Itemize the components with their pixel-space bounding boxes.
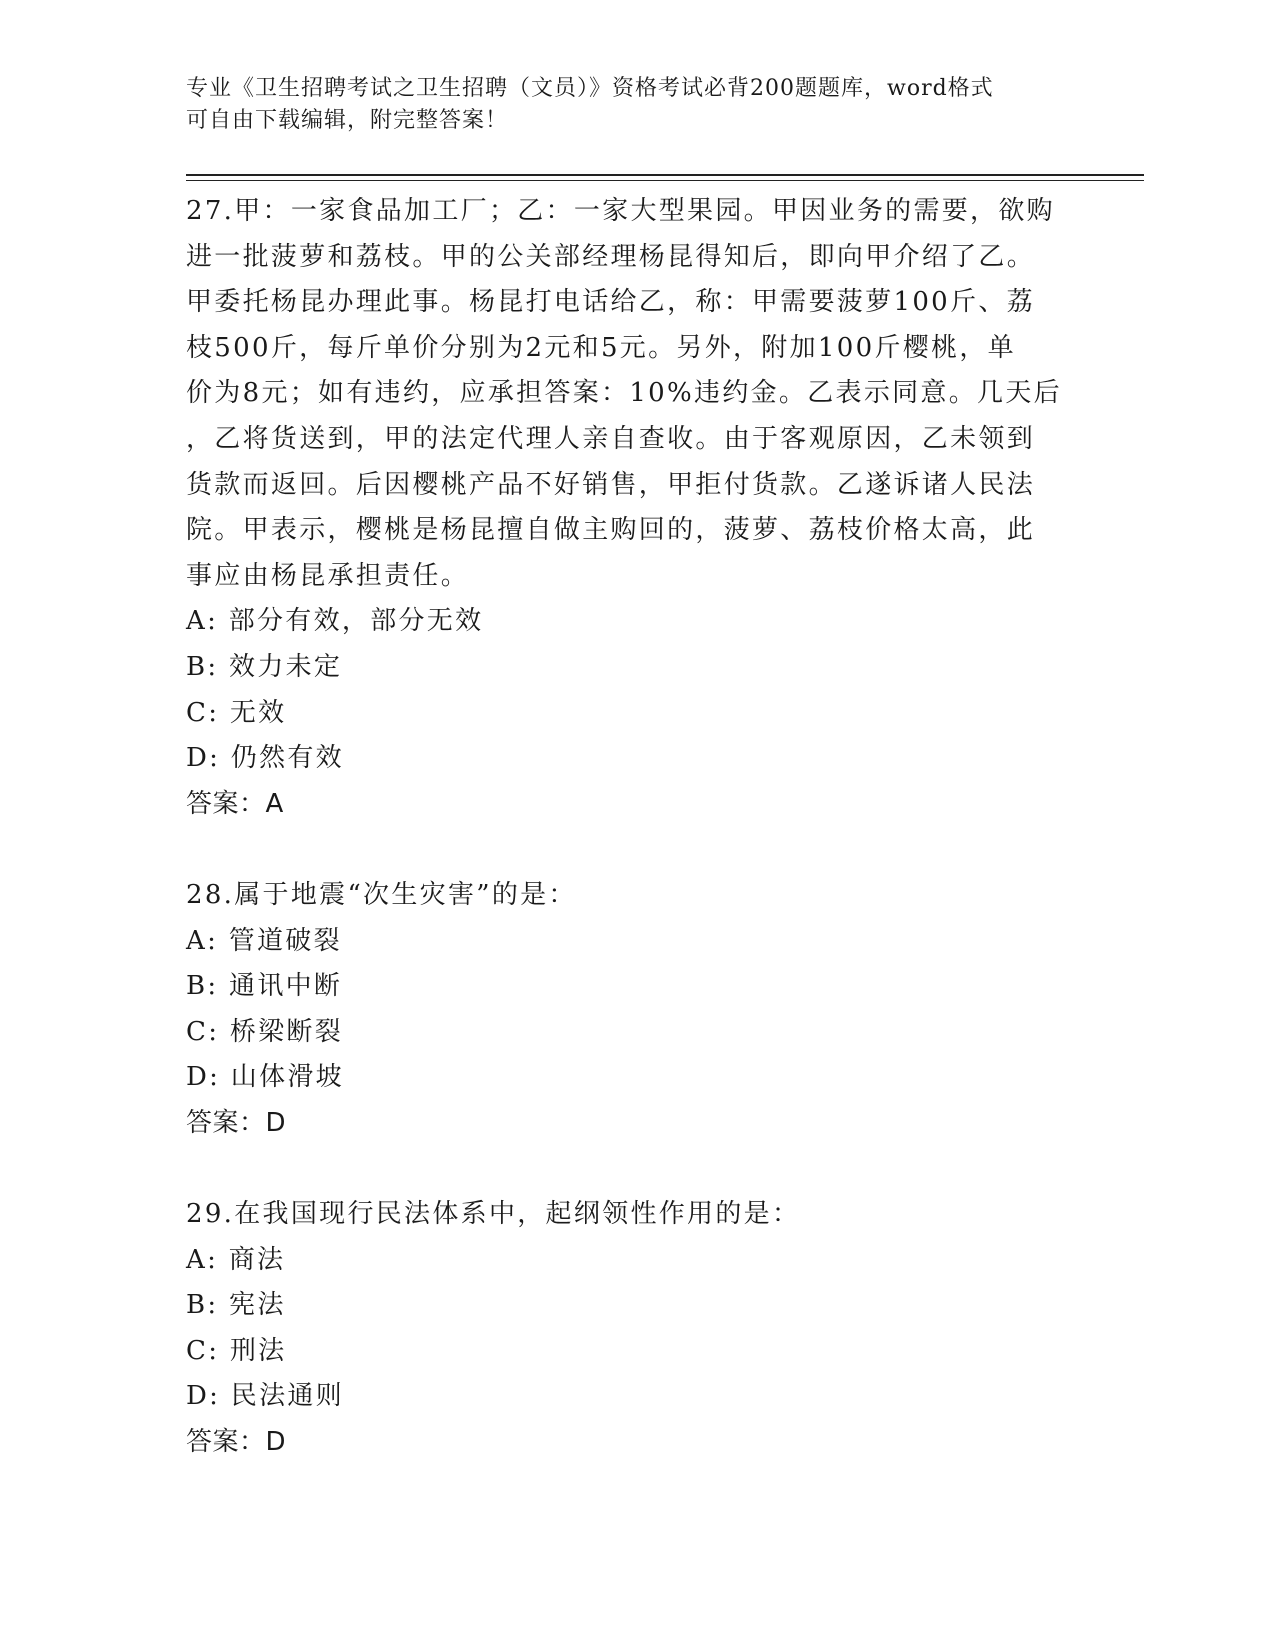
option-a: A: 部分有效，部分无效	[186, 606, 484, 637]
header-line-1: 专业《卫生招聘考试之卫生招聘（文员）》资格考试必背200题题库，word格式	[186, 76, 994, 101]
question-block-27	[186, 189, 1086, 827]
header-divider-thin	[186, 180, 1144, 181]
option-d: D: 仍然有效	[186, 743, 344, 774]
option-b: B: 效力未定	[186, 651, 343, 682]
spacer	[186, 827, 1086, 873]
spacer	[186, 1146, 1086, 1192]
question-stem-line: 事应由杨昆承担责任。	[186, 560, 470, 591]
header-line-2: 可自由下载编辑，附完整答案！	[186, 108, 509, 133]
question-stem-line: ，乙将货送到，甲的法定代理人亲自查收。由于客观原因，乙未领到	[186, 423, 1036, 454]
question-stem-line: 价为8元；如有违约，应承担答案：10%违约金。乙表示同意。几天后	[186, 378, 1062, 409]
option-d: D: 山体滑坡	[186, 1062, 344, 1093]
question-block-28	[186, 873, 1086, 1147]
question-stem-line: 枝500斤，每斤单价分别为2元和5元。另外，附加100斤樱桃，单	[186, 332, 1016, 363]
answer-line: 答案：D	[186, 1107, 287, 1138]
question-stem-line: 29.在我国现行民法体系中，起纲领性作用的是：	[186, 1199, 801, 1230]
option-c: C: 无效	[186, 697, 287, 728]
option-a: A: 管道破裂	[186, 925, 342, 956]
option-c: C: 桥梁断裂	[186, 1016, 344, 1047]
question-stem-line: 进一批菠萝和荔枝。甲的公关部经理杨昆得知后，即向甲介绍了乙。	[186, 241, 1036, 272]
question-stem-line: 甲委托杨昆办理此事。杨昆打电话给乙，称：甲需要菠萝100斤、荔	[186, 287, 1035, 318]
question-block-29	[186, 1192, 1086, 1466]
answer-line: 答案：D	[186, 1427, 287, 1458]
answer-line: 答案：A	[186, 788, 284, 819]
option-b: B: 宪法	[186, 1290, 286, 1321]
option-a: A: 商法	[186, 1244, 286, 1275]
question-stem-line: 28.属于地震“次生灾害”的是：	[186, 879, 577, 910]
question-stem-line: 27.甲：一家食品加工厂；乙：一家大型果园。甲因业务的需要，欲购	[186, 196, 1055, 226]
question-stem-line: 货款而返回。后因樱桃产品不好销售，甲拒付货款。乙遂诉诸人民法	[186, 469, 1036, 500]
option-b: B: 通讯中断	[186, 971, 343, 1002]
question-list	[186, 189, 1086, 1466]
header-divider-thick	[186, 174, 1144, 176]
option-d: D: 民法通则	[186, 1381, 344, 1412]
option-c: C: 刑法	[186, 1335, 287, 1366]
question-stem-line: 院。甲表示，樱桃是杨昆擅自做主购回的，菠萝、荔枝价格太高，此	[186, 515, 1036, 546]
document-header	[186, 73, 1086, 137]
